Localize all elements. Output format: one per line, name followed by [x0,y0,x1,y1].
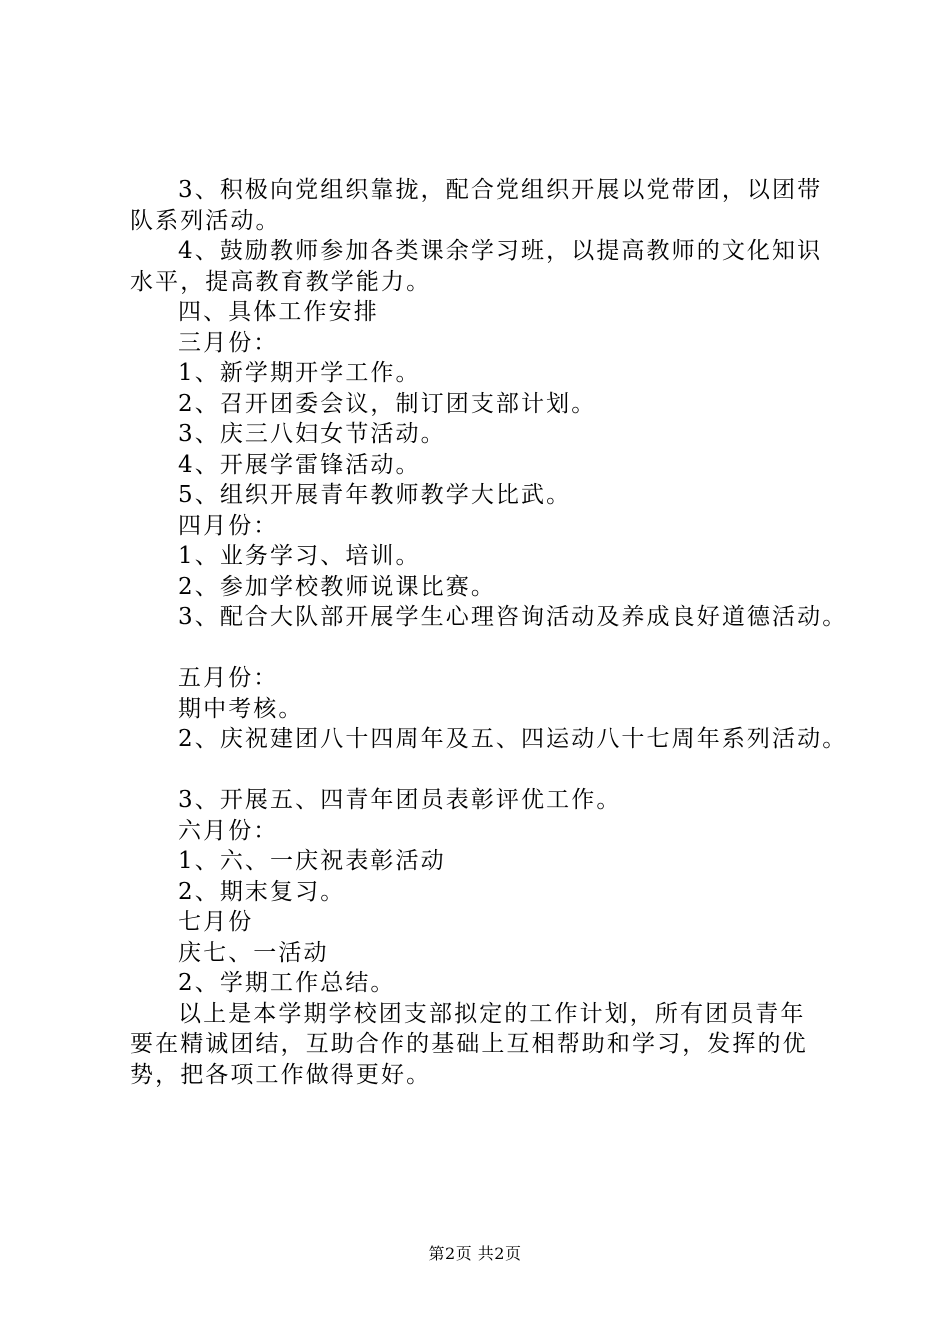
section-heading: 四、具体工作安排 [178,299,379,325]
list-item: 2、召开团委会议，制订团支部计划。 [178,390,597,417]
list-item: 2、庆祝建团八十四周年及五、四运动八十七周年系列活动。 [178,726,848,752]
paragraph-line: 势，把各项工作做得更好。 [130,1061,432,1088]
list-item: 3、庆三八妇女节活动。 [178,421,446,447]
list-item: 3、配合大队部开展学生心理咨询活动及养成良好道德活动。 [178,604,848,630]
list-item: 2、参加学校教师说课比赛。 [178,573,496,600]
document-body [130,175,850,1090]
month-heading: 七月份 [178,909,254,935]
list-item: 期中考核。 [178,695,304,722]
month-heading: 三月份： [178,329,279,356]
page-footer: 第2页 共2页 [428,1244,522,1263]
paragraph-line: 水平，提高教育教学能力。 [130,268,432,295]
paragraph-line: 以上是本学期学校团支部拟定的工作计划，所有团员青年 [178,1000,806,1027]
month-heading: 五月份： [178,665,279,691]
list-item: 1、六、一庆祝表彰活动 [178,848,446,874]
month-heading: 四月份： [178,512,279,539]
list-item: 2、期末复习。 [178,878,346,905]
paragraph-line: 4、鼓励教师参加各类课余学习班，以提高教师的文化知识 [178,238,823,264]
list-item: 庆七、一活动 [178,939,329,966]
list-item: 4、开展学雷锋活动。 [178,451,421,478]
paragraph-line: 3、积极向党组织靠拢，配合党组织开展以党带团，以团带 [178,177,823,203]
paragraph-line: 要在精诚团结，互助合作的基础上互相帮助和学习，发挥的优 [130,1031,808,1057]
list-item: 1、新学期开学工作。 [178,360,421,386]
blank-line [130,633,850,664]
paragraph-line: 队系列活动。 [130,207,281,234]
month-heading: 六月份： [178,817,279,844]
list-item: 1、业务学习、培训。 [178,543,421,569]
list-item: 5、组织开展青年教师教学大比武。 [178,482,572,508]
blank-line [130,755,850,786]
list-item: 3、开展五、四青年团员表彰评优工作。 [178,787,622,813]
list-item: 2、学期工作总结。 [178,970,396,996]
